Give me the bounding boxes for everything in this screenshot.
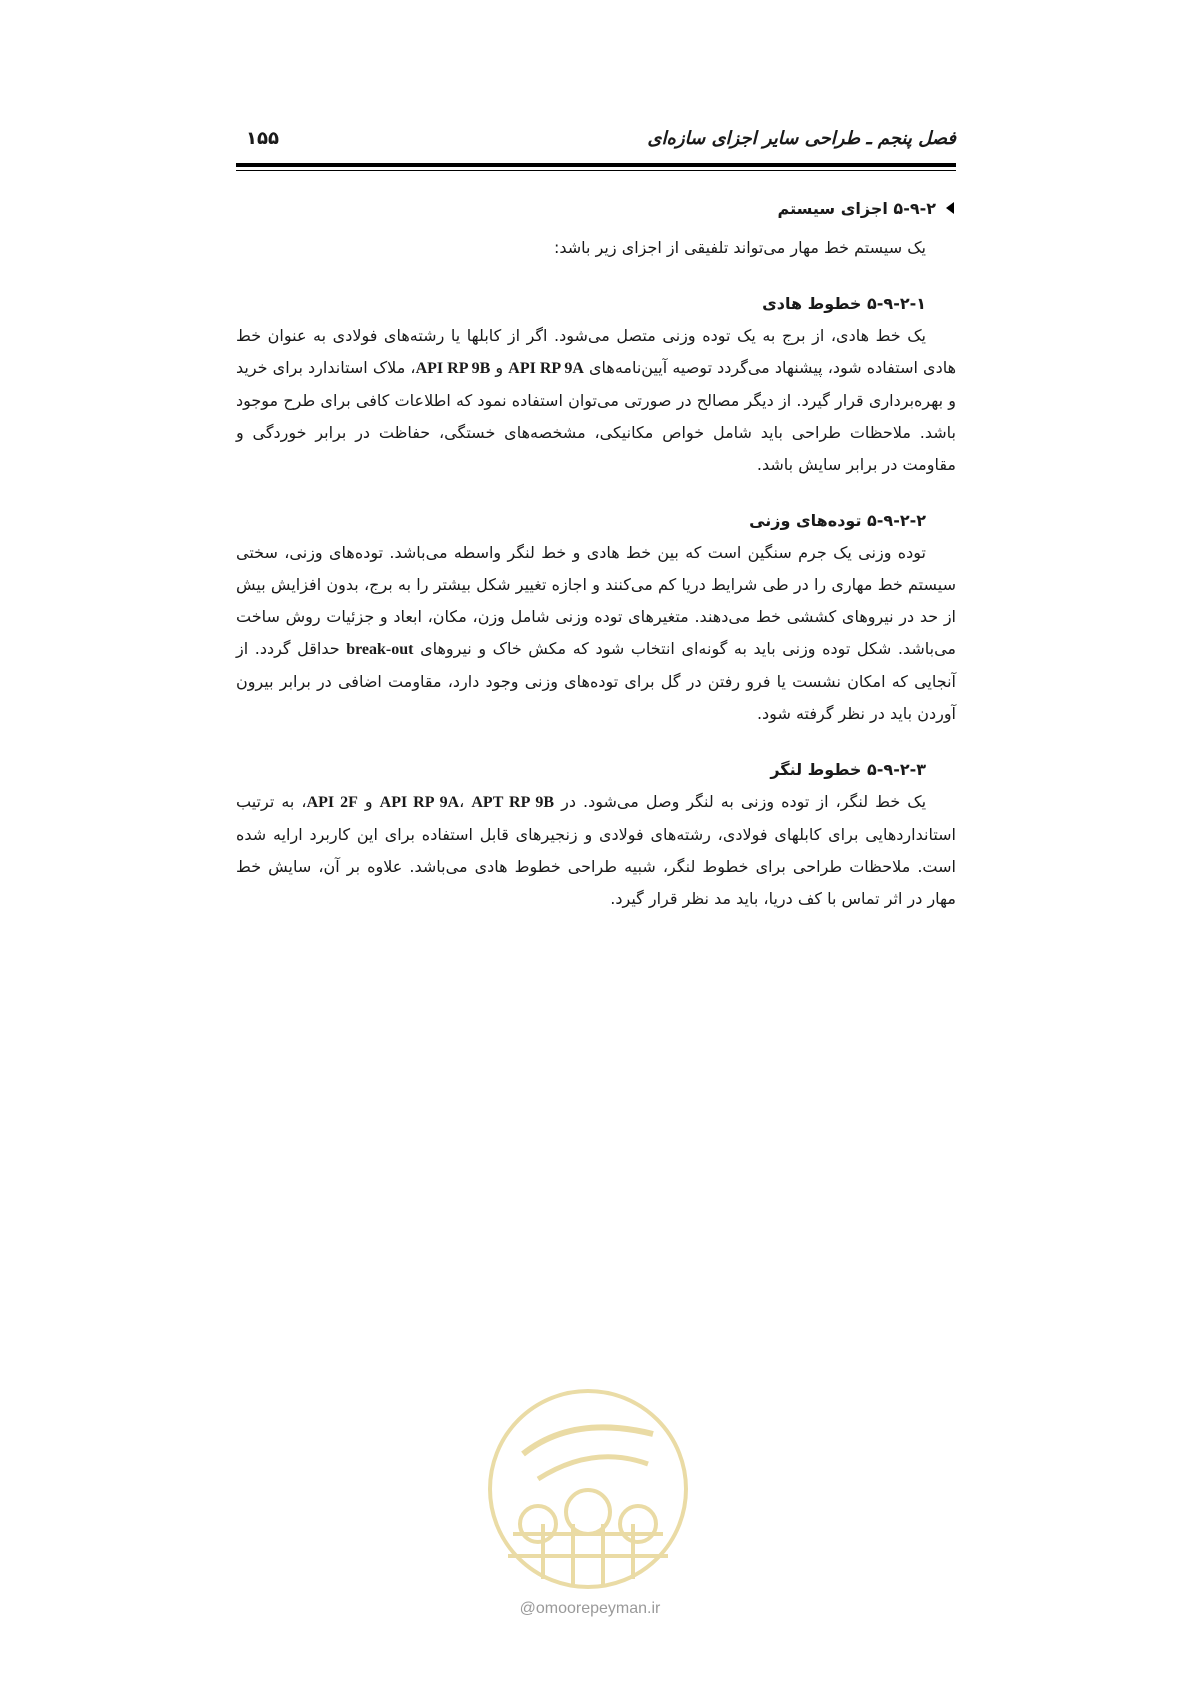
standard-ref: API RP 9B — [415, 360, 491, 377]
text-run: ، ملاک استاندارد برای خرید و بهره‌برداری قرار گیرد. از دیگر مصالح در صورتی می‌توان استفاده نمود که اطلاعات کافی برای طرح موجود باشد. ملاحظات طراحی باید شامل خواص مکانیکی، مشخصه‌های خستگی، حفاظت در برابر خوردگی و مقاومت در برابر سایش باشد. — [236, 358, 956, 474]
chapter-title: فصل پنجم ـ طراحی سایر اجزای سازه‌ای — [647, 128, 956, 149]
section-heading-main-text: ۵-۹-۲ اجزای سیستم — [777, 198, 936, 218]
standard-ref: API RP 9A — [379, 794, 460, 811]
text-run: یک خط هادی، از برج به یک توده وزنی متصل می‌شود. اگر از کابلها یا رشته‌های فولادی به عنوان خط هادی استفاده شود، پیشنهاد می‌گردد توصیه آیین‌نامه‌های — [236, 326, 957, 377]
header-rule-thin — [236, 170, 956, 171]
bullet-arrow-icon — [946, 202, 954, 214]
document-body — [236, 188, 956, 915]
text-run: و — [490, 358, 509, 377]
paragraph-clump-weights — [236, 537, 956, 730]
paragraph-guide-lines — [236, 320, 956, 481]
intro-paragraph: یک سیستم خط مهار می‌تواند تلفیقی از اجزای زیر باشد: — [553, 238, 926, 257]
text-run: توده وزنی یک جرم سنگین است که بین خط هادی و خط لنگر واسطه می‌باشد. توده‌های وزنی، سختی سیستم خط مهاری را در طی شرایط دریا کم می‌کنند و اجازه تغییر شکل بیشتر را به برج، بدون افزایش بیش از حد در نیروهای کششی خط می‌دهند. متغیرهای توده وزنی شامل وزن، مکان، ابعاد و جزئیات روش ساخت می‌باشد. شکل توده وزنی باید به گونه‌ای انتخاب شود که مکش خاک و نیروهای — [236, 543, 956, 658]
header-rule-thick — [236, 163, 956, 167]
watermark-url: @omoorepeyman.ir — [519, 1600, 661, 1617]
watermark-logo — [483, 1384, 693, 1594]
standard-ref: API RP 9A — [508, 360, 584, 377]
text-run: ، به ترتیب استانداردهایی برای کابلهای فولادی، رشته‌های فولادی و زنجیرهای قابل استفاده برای این کاربرد ارایه شده است. ملاحظات طراحی برای خطوط لنگر، شبیه طراحی خطوط هادی می‌باشد. علاوه بر آن، سایش خط مهار در اثر تماس با کف دریا، باید مد نظر قرار گیرد. — [236, 792, 956, 908]
page-header — [236, 128, 956, 162]
page-number: ۱۵۵ — [246, 128, 279, 149]
paragraph-anchor-lines — [236, 786, 956, 915]
text-run: ، — [459, 792, 472, 811]
watermark-logo-icon — [483, 1384, 693, 1594]
subsection-heading-1: ۵-۹-۲-۱ خطوط هادی — [762, 293, 926, 313]
subsection-heading-2: ۵-۹-۲-۲ توده‌های وزنی — [749, 510, 926, 530]
subsection-heading-3: ۵-۹-۲-۳ خطوط لنگر — [770, 759, 926, 779]
standard-ref: APT RP 9B — [471, 794, 555, 811]
text-run: یک خط لنگر، از توده وزنی به لنگر وصل می‌شود. در — [554, 792, 927, 811]
term-breakout: break-out — [346, 641, 414, 658]
text-run: حداقل گردد. از آنجایی که امکان نشست یا فرو رفتن در گل برای توده‌های وزنی وجود دارد، مقاومت اضافی در برابر بیرون آوردن باید در نظر گرفته شود. — [236, 639, 956, 723]
standard-ref: API 2F — [306, 794, 358, 811]
section-heading-main — [236, 188, 956, 228]
text-run: و — [357, 792, 380, 811]
